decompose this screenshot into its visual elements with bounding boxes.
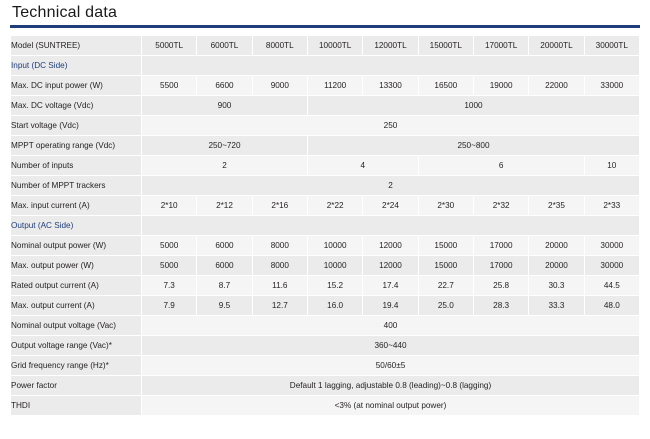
row-0-cell-5: 16500	[418, 76, 473, 96]
row-7-cell-0: 5000	[142, 236, 197, 256]
row-10-cell-1: 9.5	[197, 296, 252, 316]
header-model-3: 10000TL	[307, 36, 362, 56]
table-row	[11, 396, 640, 416]
table-row	[11, 116, 640, 136]
table-row	[11, 176, 640, 196]
row-label-11: Nominal output voltage (Vac)	[11, 316, 142, 336]
row-label-1: Max. DC voltage (Vdc)	[11, 96, 142, 116]
section-filler-1	[142, 216, 640, 236]
section-title-0: Input (DC Side)	[11, 56, 142, 76]
row-0-cell-3: 11200	[307, 76, 362, 96]
row-label-4: Number of inputs	[11, 156, 142, 176]
row-4-cell-0: 2	[142, 156, 308, 176]
row-14-cell-0: Default 1 lagging, adjustable 0.8 (leading)~0.8 (lagging)	[142, 376, 640, 396]
row-6-cell-2: 2*16	[252, 196, 307, 216]
section-title-1: Output (AC Side)	[11, 216, 142, 236]
row-7-cell-2: 8000	[252, 236, 307, 256]
table-header-row	[11, 36, 640, 56]
row-9-cell-0: 7.3	[142, 276, 197, 296]
table-row	[11, 156, 640, 176]
row-4-cell-3: 10	[584, 156, 639, 176]
table-row	[11, 316, 640, 336]
row-label-9: Rated output current (A)	[11, 276, 142, 296]
table-row	[11, 256, 640, 276]
row-label-13: Grid frequency range (Hz)*	[11, 356, 142, 376]
row-6-cell-0: 2*10	[142, 196, 197, 216]
header-model-4: 12000TL	[363, 36, 418, 56]
row-label-7: Nominal output power (W)	[11, 236, 142, 256]
row-4-cell-2: 6	[418, 156, 584, 176]
row-10-cell-6: 28.3	[473, 296, 528, 316]
row-8-cell-5: 15000	[418, 256, 473, 276]
row-12-cell-0: 360~440	[142, 336, 640, 356]
row-label-8: Max. output power (W)	[11, 256, 142, 276]
row-9-cell-8: 44.5	[584, 276, 639, 296]
row-2-cell-0: 250	[142, 116, 640, 136]
technical-data-table	[10, 35, 640, 416]
row-8-cell-2: 8000	[252, 256, 307, 276]
row-0-cell-4: 13300	[363, 76, 418, 96]
row-6-cell-5: 2*30	[418, 196, 473, 216]
row-8-cell-6: 17000	[473, 256, 528, 276]
row-label-0: Max. DC input power (W)	[11, 76, 142, 96]
row-6-cell-6: 2*32	[473, 196, 528, 216]
row-label-3: MPPT operating range (Vdc)	[11, 136, 142, 156]
header-model-0: 5000TL	[142, 36, 197, 56]
table-row	[11, 296, 640, 316]
row-7-cell-8: 30000	[584, 236, 639, 256]
row-1-cell-0: 900	[142, 96, 308, 116]
row-9-cell-4: 17.4	[363, 276, 418, 296]
title-underline	[10, 25, 640, 28]
row-7-cell-3: 10000	[307, 236, 362, 256]
row-6-cell-3: 2*22	[307, 196, 362, 216]
row-10-cell-8: 48.0	[584, 296, 639, 316]
row-6-cell-4: 2*24	[363, 196, 418, 216]
header-model-5: 15000TL	[418, 36, 473, 56]
row-10-cell-0: 7.9	[142, 296, 197, 316]
table-row	[11, 96, 640, 116]
row-8-cell-4: 12000	[363, 256, 418, 276]
row-9-cell-5: 22.7	[418, 276, 473, 296]
table-row	[11, 376, 640, 396]
header-model-7: 20000TL	[529, 36, 584, 56]
row-9-cell-7: 30.3	[529, 276, 584, 296]
page-title: Technical data	[12, 4, 118, 21]
row-0-cell-2: 9000	[252, 76, 307, 96]
row-1-cell-1: 1000	[307, 96, 639, 116]
header-model-8: 30000TL	[584, 36, 639, 56]
row-8-cell-3: 10000	[307, 256, 362, 276]
row-8-cell-7: 20000	[529, 256, 584, 276]
row-0-cell-1: 6600	[197, 76, 252, 96]
header-model-6: 17000TL	[473, 36, 528, 56]
row-7-cell-7: 20000	[529, 236, 584, 256]
row-label-2: Start voltage (Vdc)	[11, 116, 142, 136]
header-model-1: 6000TL	[197, 36, 252, 56]
row-label-5: Number of MPPT trackers	[11, 176, 142, 196]
row-label-14: Power factor	[11, 376, 142, 396]
row-10-cell-7: 33.3	[529, 296, 584, 316]
row-15-cell-0: <3% (at nominal output power)	[142, 396, 640, 416]
row-8-cell-1: 6000	[197, 256, 252, 276]
row-6-cell-7: 2*35	[529, 196, 584, 216]
row-label-10: Max. output current (A)	[11, 296, 142, 316]
row-7-cell-4: 12000	[363, 236, 418, 256]
row-label-6: Max. input current (A)	[11, 196, 142, 216]
row-10-cell-3: 16.0	[307, 296, 362, 316]
section-header-row	[11, 56, 640, 76]
row-0-cell-8: 33000	[584, 76, 639, 96]
table-row	[11, 356, 640, 376]
row-10-cell-5: 25.0	[418, 296, 473, 316]
row-9-cell-3: 15.2	[307, 276, 362, 296]
row-6-cell-8: 2*33	[584, 196, 639, 216]
row-0-cell-6: 19000	[473, 76, 528, 96]
row-label-12: Output voltage range (Vac)*	[11, 336, 142, 356]
row-8-cell-0: 5000	[142, 256, 197, 276]
row-10-cell-4: 19.4	[363, 296, 418, 316]
row-5-cell-0: 2	[142, 176, 640, 196]
row-3-cell-1: 250~800	[307, 136, 639, 156]
row-7-cell-5: 15000	[418, 236, 473, 256]
row-4-cell-1: 4	[307, 156, 418, 176]
row-0-cell-0: 5500	[142, 76, 197, 96]
row-9-cell-6: 25.8	[473, 276, 528, 296]
row-0-cell-7: 22000	[529, 76, 584, 96]
table-row	[11, 236, 640, 256]
table-row	[11, 196, 640, 216]
row-10-cell-2: 12.7	[252, 296, 307, 316]
table-body	[11, 36, 640, 416]
row-9-cell-2: 11.6	[252, 276, 307, 296]
section-filler-0	[142, 56, 640, 76]
section-header-row	[11, 216, 640, 236]
row-8-cell-8: 30000	[584, 256, 639, 276]
row-13-cell-0: 50/60±5	[142, 356, 640, 376]
row-label-15: THDI	[11, 396, 142, 416]
row-7-cell-6: 17000	[473, 236, 528, 256]
row-7-cell-1: 6000	[197, 236, 252, 256]
table-row	[11, 276, 640, 296]
row-6-cell-1: 2*12	[197, 196, 252, 216]
header-model-label: Model (SUNTREE)	[11, 36, 142, 56]
table-row	[11, 136, 640, 156]
row-11-cell-0: 400	[142, 316, 640, 336]
table-row	[11, 76, 640, 96]
row-3-cell-0: 250~720	[142, 136, 308, 156]
header-model-2: 8000TL	[252, 36, 307, 56]
table-row	[11, 336, 640, 356]
row-9-cell-1: 8.7	[197, 276, 252, 296]
